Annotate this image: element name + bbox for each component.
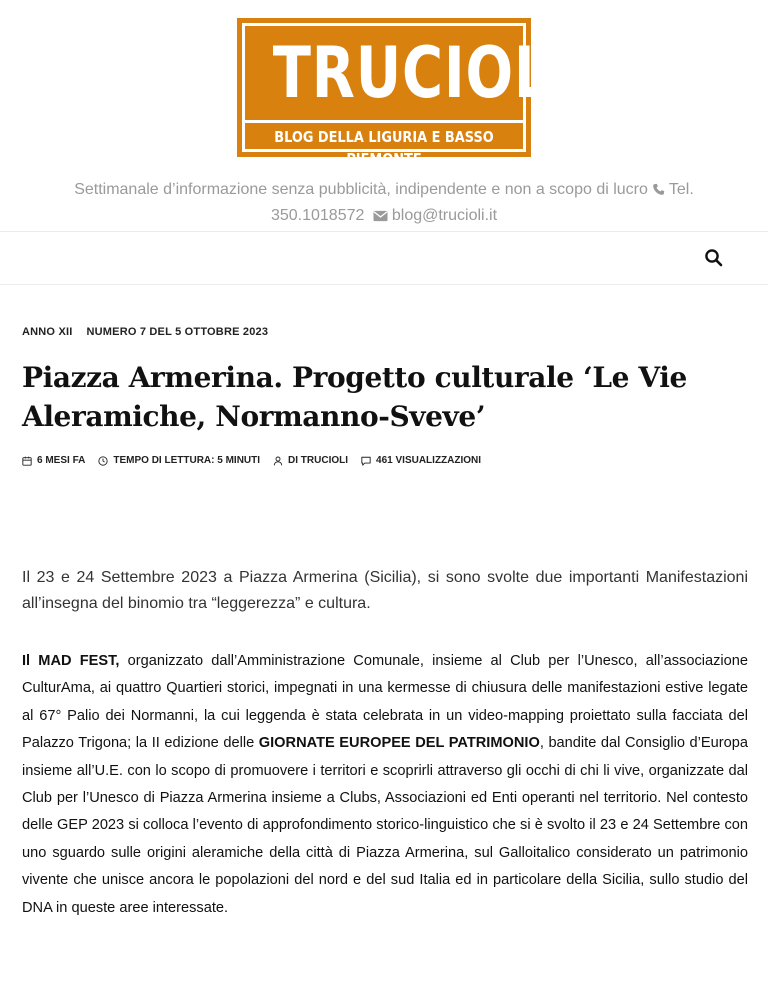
meta-reading-time-label: TEMPO DI LETTURA: 5 MINUTI bbox=[113, 455, 261, 466]
nav-bar bbox=[0, 231, 768, 285]
search-icon[interactable] bbox=[704, 248, 724, 268]
meta-date-label: 6 MESI FA bbox=[37, 455, 86, 466]
comment-icon bbox=[361, 456, 371, 466]
logo-title: TRUCIOLI bbox=[272, 32, 573, 114]
meta-views bbox=[361, 455, 481, 466]
article-body bbox=[22, 648, 748, 922]
logo-subtitle: BLOG DELLA LIGURIA E BASSO PIEMONTE bbox=[274, 128, 494, 168]
issue-number[interactable]: NUMERO 7 DEL 5 OTTOBRE 2023 bbox=[86, 326, 269, 338]
clock-icon bbox=[98, 456, 108, 466]
calendar-icon bbox=[22, 456, 32, 466]
body-text-part-2: , bandite dal Consiglio d’Europa insieme all’U.E. con lo scopo di promuovere i territori e scoprirli attraverso gli occhi di chi li vive, organizzate dal Club per l’Unesco di Piazza Armerina insieme a Clubs, Associazioni ed Enti operanti nel territorio. Nel contesto delle GEP 2023 si colloca l’evento di approfondimento storico-linguistico che si è svolto il 23 e 24 Settembre con uno sguardo sulle origini aleramiche della città di Piazza Armerina, sul Galloitalico considerato un patrimonio vivente che unisce ancora le popolazioni del nord e del sud Italia ed in particolare della Sicilia, sullo studio del DNA in queste aree interessate. bbox=[22, 735, 748, 916]
meta-date[interactable] bbox=[22, 455, 85, 466]
article-title: Piazza Armerina. Progetto culturale ‘Le Vie Aleramiche, Normanno-Sveve’ bbox=[22, 361, 687, 433]
meta-author[interactable] bbox=[273, 455, 348, 466]
logo-divider bbox=[245, 120, 523, 123]
tagline-text: Settimanale d’informazione senza pubblicità, indipendente e non a scopo di lucro bbox=[74, 181, 648, 198]
article-intro: Il 23 e 24 Settembre 2023 a Piazza Armerina (Sicilia), si sono svolte due importanti Manifestazioni all’insegna del binomio tra “leggerezza” e cultura. bbox=[22, 569, 748, 612]
logo-frame bbox=[242, 23, 573, 168]
tagline-phone[interactable]: Tel. 350.1018572 bbox=[270, 181, 694, 224]
article-meta bbox=[22, 455, 494, 466]
issue-year[interactable]: ANNO XII bbox=[22, 326, 73, 338]
site-tagline bbox=[30, 178, 738, 230]
tagline-email[interactable]: blog@trucioli.it bbox=[391, 207, 498, 224]
meta-reading-time bbox=[98, 455, 260, 466]
envelope-icon bbox=[373, 206, 388, 230]
body-text-part-1: organizzato dall’Amministrazione Comunale, insieme al Club per l’Unesco, all’associazione CulturAma, ai quattro Quartieri storici, impegnati in una kermesse di chiusura delle manifestazioni estive legate al 67° Palio dei Normanni, la cui leggenda è stata celebrata in un video-mapping proiettato sulla facciata del Palazzo Trigona; la II edizione delle bbox=[22, 653, 749, 752]
body-bold-gep: GIORNATE EUROPEE DEL PATRIMONIO bbox=[258, 735, 540, 752]
phone-icon bbox=[652, 180, 665, 204]
site-logo[interactable] bbox=[237, 18, 573, 168]
body-bold-mad-fest: Il MAD FEST, bbox=[22, 653, 120, 669]
meta-views-label: 461 VISUALIZZAZIONI bbox=[376, 455, 482, 466]
issue-info bbox=[22, 326, 268, 338]
user-icon bbox=[273, 456, 283, 466]
meta-author-label: DI TRUCIOLI bbox=[288, 455, 349, 466]
